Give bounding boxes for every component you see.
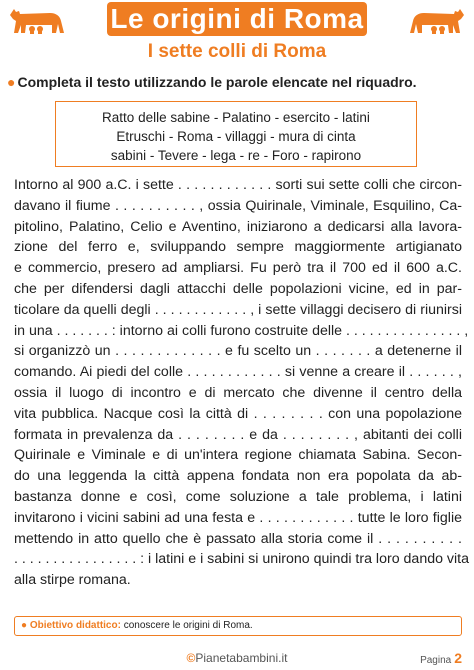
text-line: comando. Ai piedi del colle . . . . . . . . . . . . si venne a creare il . . . . . . , bbox=[14, 364, 462, 381]
text-line: si organizzò un . . . . . . . . . . . . . e fu scelto un . . . . . . . a detenerne il bbox=[14, 343, 462, 360]
text-line: e commercio, presero ad ampliarsi. Fu però tra il 700 ed il 600 a.C. bbox=[14, 260, 462, 277]
word-box-line: Ratto delle sabine - Palatino - esercito - latini bbox=[102, 110, 370, 125]
word-box-line: sabini - Tevere - lega - re - Foro - rapirono bbox=[110, 148, 362, 163]
page-indicator bbox=[420, 650, 462, 666]
text-line: vita pubblica. Nacque così la città di . . . . . . . . con una popolazione bbox=[14, 405, 462, 422]
site-credit bbox=[0, 651, 474, 665]
instruction bbox=[7, 74, 472, 90]
text-line: zione del ferro e, sviluppando sempre maggiormente artigianato bbox=[14, 239, 462, 256]
text-line: alla stirpe romana. bbox=[14, 572, 131, 589]
title-box bbox=[107, 2, 367, 36]
text-line: Intorno al 900 a.C. i sette . . . . . . . . . . . . sorti sui sette colli che circon- bbox=[14, 177, 462, 193]
text-line: ossia il luogo di incontro e di mercato che divenne il centro della bbox=[14, 384, 462, 401]
text-line: ticolare da quelli degli . . . . . . . . . . . . , i sette villaggi decisero di riunirsi bbox=[14, 301, 462, 318]
objective-label: Obiettivo didattico: bbox=[29, 620, 121, 631]
text-line: do una leggenda la città appena fondata non era popolata da ab- bbox=[14, 468, 462, 485]
text-line: davano il fiume . . . . . . . . . . , ossia Quirinale, Viminale, Esquilino, Ca- bbox=[14, 197, 462, 214]
wolf-twins-icon bbox=[408, 3, 468, 35]
word-box bbox=[55, 101, 417, 167]
footer bbox=[0, 648, 474, 670]
text-line: bastanza donne e così, come soluzione a tale problema, i latini bbox=[14, 488, 462, 505]
text-line: pitolino, Palatino, Celio e Aventino, iniziarono a dedicarsi alla lavora- bbox=[14, 218, 462, 235]
page-label: Pagina bbox=[420, 655, 452, 666]
word-box-line: Etruschi - Roma - villaggi - mura di cinta bbox=[116, 129, 356, 144]
text-line: formata in prevalenza da . . . . . . . . e da . . . . . . . . , abitanti dei colli bbox=[14, 426, 462, 443]
exercise-text bbox=[14, 175, 470, 591]
header-banner bbox=[0, 0, 474, 38]
text-line: mettendo in atto quello che è passato alla storia come il . . . . . . . . . . bbox=[14, 530, 462, 547]
wolf-twins-icon bbox=[6, 3, 66, 35]
bullet-icon: ● bbox=[21, 620, 28, 631]
copyright-icon: © bbox=[186, 651, 196, 665]
page-subtitle: I sette colli di Roma bbox=[147, 41, 327, 62]
text-line: . . . . . . . . . . . . . . . . : i latini e i sabini si unirono quindi tra loro dando vita bbox=[14, 551, 470, 568]
text-line: che per difendersi dagli attacchi delle popolazioni vicine, ed in par- bbox=[14, 280, 462, 297]
site-name: Pianetabambini.it bbox=[195, 651, 288, 665]
objective-text: conoscere le origini di Roma. bbox=[123, 620, 253, 631]
bullet-icon: ● bbox=[7, 74, 16, 90]
instruction-text: Completa il testo utilizzando le parole elencate nel riquadro. bbox=[17, 74, 417, 90]
text-line: in una . . . . . . . : intorno ai colli furono costruite delle . . . . . . . . . . . . . . . , bbox=[14, 322, 469, 339]
text-line: Quirinale e Viminale e di un'intera regione chiamata Sabina. Secon- bbox=[14, 447, 462, 464]
objective-box bbox=[14, 616, 462, 636]
page-title: Le origini di Roma bbox=[110, 3, 364, 34]
page-number: 2 bbox=[454, 650, 462, 666]
text-line: invitarono i vicini sabini ad una festa e . . . . . . . . . . . . tutte le loro figlie bbox=[14, 509, 462, 526]
